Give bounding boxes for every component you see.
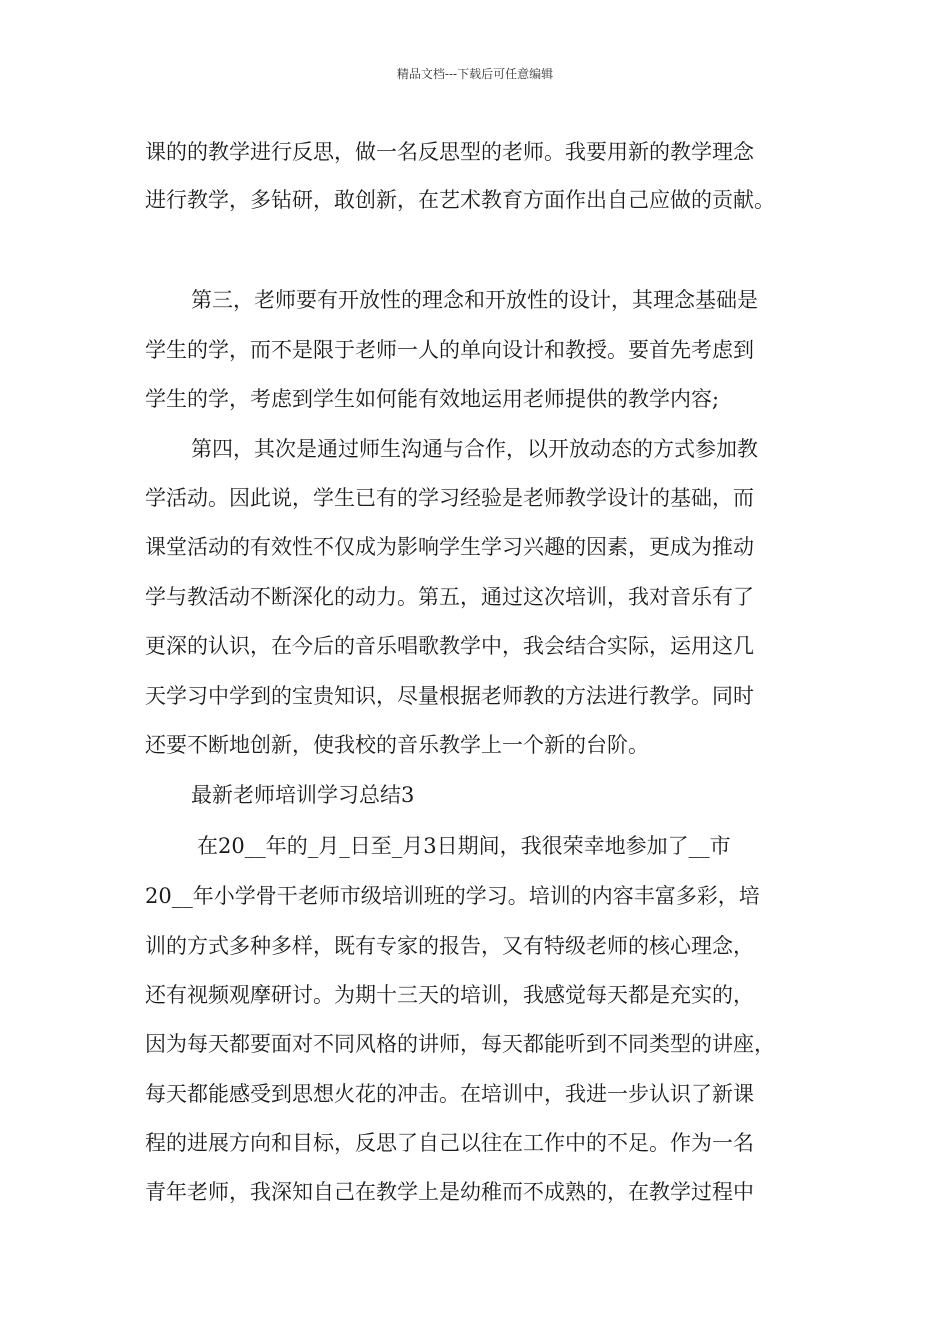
text-line: 课堂活动的有效性不仅成为影响学生学习兴趣的因素，更成为推动	[145, 535, 754, 559]
text-line: 还有视频观摩研讨。为期十三天的培训，我感觉每天都是充实的，	[145, 983, 754, 1007]
paragraph-start: 在20__年的_月_日至_月3日期间，我很荣幸地参加了__市	[197, 834, 731, 858]
paragraph-start: 第三，老师要有开放性的理念和开放性的设计，其理念基础是	[191, 288, 758, 312]
text-line: 学生的学，而不是限于老师一人的单向设计和教授。要首先考虑到	[145, 338, 754, 362]
paragraph-start: 第四，其次是通过师生沟通与合作，以开放动态的方式参加教	[191, 437, 758, 461]
text-line: 青年老师，我深知自己在教学上是幼稚而不成熟的，在教学过程中	[145, 1180, 754, 1204]
text-line: 训的方式多种多样，既有专家的报告，又有特级老师的核心理念，	[145, 934, 754, 958]
text-line: 天学习中学到的宝贵知识，尽量根据老师教的方法进行教学。同时	[145, 684, 754, 708]
text-line: 学活动。因此说，学生已有的学习经验是老师教学设计的基础，而	[145, 486, 754, 510]
text-line: 20__年小学骨干老师市级培训班的学习。培训的内容丰富多彩，培	[145, 884, 760, 908]
text-line: 进行教学，多钻研，敢创新，在艺术教育方面作出自己应做的贡献。	[145, 188, 775, 212]
text-line: 学生的学，考虑到学生如何能有效地运用老师提供的教学内容;	[145, 387, 720, 411]
page-header: 精品文档---下载后可任意编辑	[396, 67, 554, 81]
text-line: 程的进展方向和目标，反思了自己以往在工作中的不足。作为一名	[145, 1131, 754, 1155]
text-line: 更深的认识，在今后的音乐唱歌教学中，我会结合实际，运用这几	[145, 634, 754, 658]
text-line: 还要不断地创新，使我校的音乐教学上一个新的台阶。	[145, 733, 649, 757]
text-line: 因为每天都要面对不同风格的讲师，每天都能听到不同类型的讲座，	[145, 1032, 775, 1056]
text-line: 每天都能感受到思想火花的冲击。在培训中，我进一步认识了新课	[145, 1082, 754, 1106]
section-heading: 最新老师培训学习总结3	[191, 783, 415, 807]
text-line: 学与教活动不断深化的动力。第五，通过这次培训，我对音乐有了	[145, 585, 754, 609]
text-line: 课的的教学进行反思，做一名反思型的老师。我要用新的教学理念	[145, 140, 754, 164]
